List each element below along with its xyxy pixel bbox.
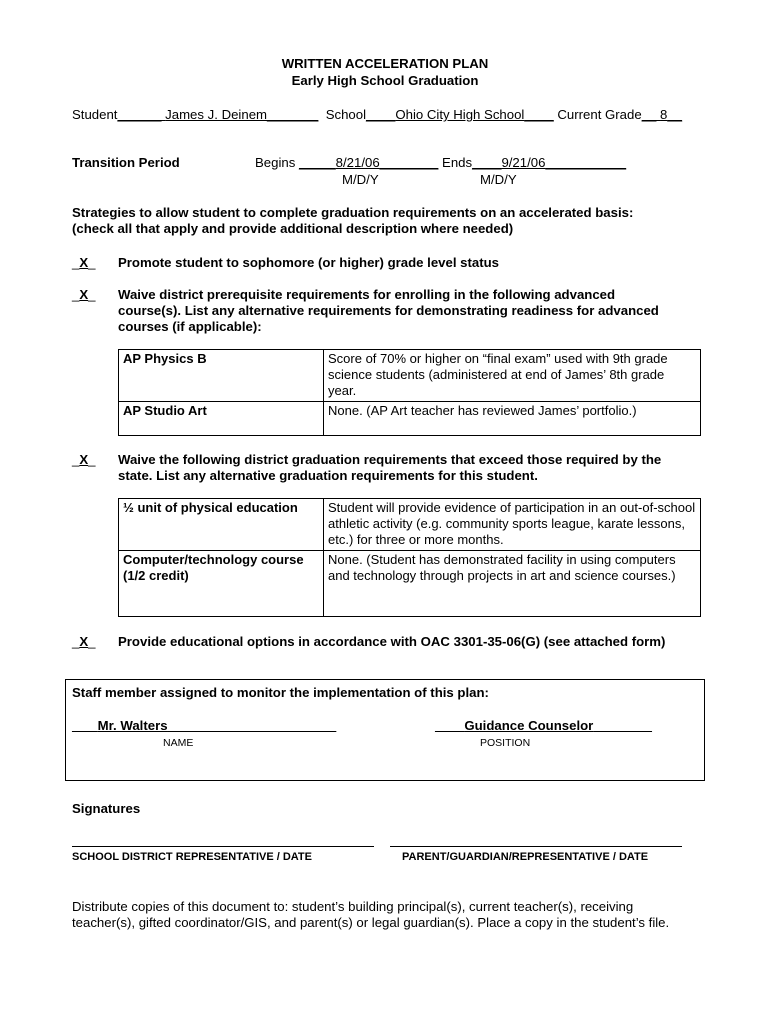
checkbox-promote[interactable]: _X_ bbox=[72, 255, 96, 270]
district-signature-label: SCHOOL DISTRICT REPRESENTATIVE / DATE bbox=[72, 851, 312, 863]
checkbox-waive-grad[interactable]: _X_ bbox=[72, 452, 96, 467]
strategy-waive-grad-line1: Waive the following district graduation requirements that exceed those required by the bbox=[118, 452, 662, 467]
strategy-promote: Promote student to sophomore (or higher) grade level status bbox=[118, 255, 500, 270]
strategies-heading: Strategies to allow student to complete graduation requirements on an accelerated basis: bbox=[72, 205, 634, 220]
student-label: Student bbox=[72, 107, 118, 122]
table-row bbox=[119, 499, 701, 551]
course-cell: AP Studio Art bbox=[119, 402, 324, 436]
transition-dates: Begins _____8/21/06________ Ends____9/21/06___________ bbox=[255, 155, 627, 170]
staff-name-field[interactable]: ___ Mr. Walters_______________________ bbox=[72, 718, 337, 733]
parent-signature-line[interactable] bbox=[390, 846, 682, 847]
staff-heading: Staff member assigned to monitor the implementation of this plan: bbox=[72, 685, 489, 700]
staff-position-field[interactable]: ____Guidance Counselor________ bbox=[435, 718, 652, 733]
transition-label: Transition Period bbox=[72, 155, 180, 170]
grade-value: 8 bbox=[660, 107, 668, 122]
school-label: School bbox=[325, 107, 367, 122]
strategy-waive-prereq-line3: courses (if applicable): bbox=[118, 319, 262, 334]
student-info-line: Student______ James J. Deinem_______ School____Ohio City High School____ Current Grade__ 8__ bbox=[72, 107, 683, 122]
table-row bbox=[119, 402, 701, 436]
requirement-cell: None. (AP Art teacher has reviewed James’ portfolio.) bbox=[324, 402, 701, 436]
strategy-waive-grad-line2: state. List any alternative graduation requirements for this student. bbox=[118, 468, 538, 483]
table-row bbox=[119, 551, 701, 617]
distribution-note: Distribute copies of this document to: student’s building principal(s), current teacher(s), receiving teacher(s), gifted coordinator/GIS, and parent(s) or legal guardian(s). Place a copy in the student’s file. bbox=[72, 899, 670, 930]
alternative-cell: Student will provide evidence of participation in an out-of-school athletic activity (e.g. community sports league, karate lessons, etc.) for three or more months. bbox=[324, 499, 701, 551]
strategy-waive-prereq-line1: Waive district prerequisite requirements for enrolling in the following advanced bbox=[118, 287, 616, 302]
student-name: James J. Deinem bbox=[165, 107, 268, 122]
document-title: WRITTEN ACCELERATION PLAN bbox=[281, 56, 489, 71]
school-name: Ohio City High School bbox=[395, 107, 525, 122]
grade-label: Current Grade bbox=[557, 107, 642, 122]
signatures-heading: Signatures bbox=[72, 801, 141, 816]
strategy-educational-options: Provide educational options in accordance with OAC 3301-35-06(G) (see attached form) bbox=[118, 634, 666, 649]
table-row bbox=[119, 350, 701, 402]
staff-position-label: POSITION bbox=[480, 737, 531, 749]
ends-format: M/D/Y bbox=[480, 172, 517, 187]
begins-format: M/D/Y bbox=[342, 172, 379, 187]
staff-name: Mr. Walters bbox=[97, 718, 168, 733]
checkbox-educational-options[interactable]: _X_ bbox=[72, 634, 96, 649]
parent-signature-label: PARENT/GUARDIAN/REPRESENTATIVE / DATE bbox=[402, 851, 649, 863]
requirement-cell: Computer/technology course (1/2 credit) bbox=[119, 551, 324, 617]
course-cell: AP Physics B bbox=[119, 350, 324, 402]
requirement-cell: ½ unit of physical education bbox=[119, 499, 324, 551]
begins-date: 8/21/06 bbox=[335, 155, 380, 170]
alternative-cell: None. (Student has demonstrated facility in using computers and technology through projects in art and science courses.) bbox=[324, 551, 701, 617]
ends-label: Ends bbox=[442, 155, 473, 170]
district-signature-line[interactable] bbox=[72, 846, 374, 847]
advanced-courses-table bbox=[118, 349, 701, 436]
ends-date: 9/21/06 bbox=[501, 155, 546, 170]
graduation-requirements-table bbox=[118, 498, 701, 617]
checkbox-waive-prereq[interactable]: _X_ bbox=[72, 287, 96, 302]
strategy-waive-prereq-line2: course(s). List any alternative requirements for demonstrating readiness for advanced bbox=[118, 303, 659, 318]
document-subtitle: Early High School Graduation bbox=[291, 73, 479, 88]
staff-name-label: NAME bbox=[163, 737, 194, 749]
strategies-subheading: (check all that apply and provide additional description where needed) bbox=[72, 221, 514, 236]
requirement-cell: Score of 70% or higher on “final exam” used with 9th grade science students (administered at end of James’ 8th grade year. bbox=[324, 350, 701, 402]
begins-label: Begins bbox=[255, 155, 296, 170]
staff-position: Guidance Counselor bbox=[464, 718, 594, 733]
